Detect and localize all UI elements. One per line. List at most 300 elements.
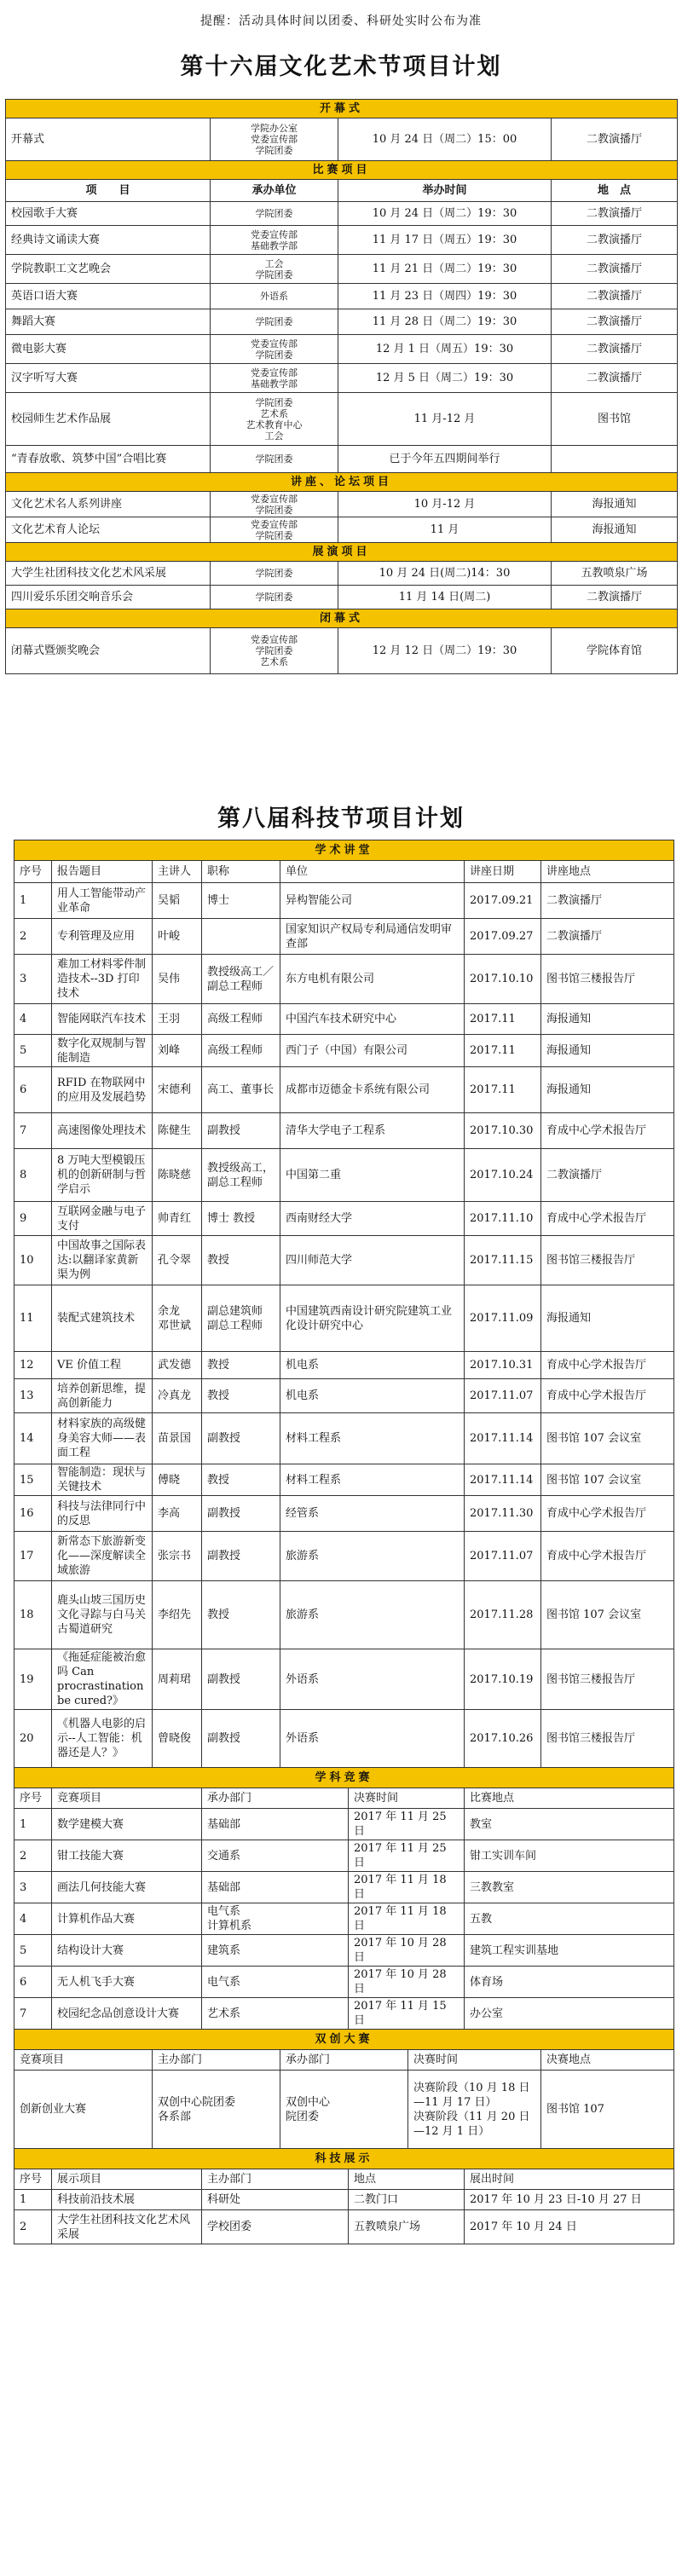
column-header: 地 点 xyxy=(552,180,678,202)
section-band xyxy=(6,609,678,628)
column-header: 展出时间 xyxy=(465,2169,674,2190)
speaker-affiliation: 旅游系 xyxy=(280,1532,465,1581)
contest-name: 创新创业大赛 xyxy=(14,2071,153,2149)
header-row xyxy=(14,2050,674,2071)
speaker: 余龙 邓世斌 xyxy=(153,1285,202,1352)
lecture-topic: 《拖延症能被治愈吗 Can procrastination be cured?》 xyxy=(52,1649,153,1710)
section-heading: 学科竞赛 xyxy=(14,1768,674,1788)
lecture-venue: 育成中心学术报告厅 xyxy=(541,1113,674,1149)
event-time: 12 月 5 日（周二）19：30 xyxy=(338,364,552,393)
lecture-row xyxy=(14,1649,674,1710)
lecture-date: 2017.11.09 xyxy=(465,1285,541,1352)
table-row xyxy=(6,226,678,255)
column-header: 报告题目 xyxy=(52,861,153,883)
speaker-title: 副教授 xyxy=(202,1710,280,1768)
table-row xyxy=(6,309,678,335)
host-dept: 双创中心院团委 各系部 xyxy=(153,2071,280,2149)
lecture-topic: 中国故事之国际表达:以翻译家黄新渠为例 xyxy=(52,1236,153,1285)
lecture-venue: 海报通知 xyxy=(541,1035,674,1067)
lecture-date: 2017.10.26 xyxy=(465,1710,541,1768)
final-date: 2017 年 11 月 25 日 xyxy=(349,1840,465,1872)
row-number: 16 xyxy=(14,1496,52,1532)
speaker-title: 副教授 xyxy=(202,1113,280,1149)
section-band xyxy=(6,161,678,180)
lecture-topic: 智能制造：现状与关键技术 xyxy=(52,1464,153,1496)
table-row xyxy=(6,628,678,674)
speaker: 宋德利 xyxy=(153,1067,202,1113)
venue: 五教喷泉广场 xyxy=(552,562,678,586)
exhibit-period: 2017 年 10 月 24 日 xyxy=(465,2210,674,2244)
table-row xyxy=(6,335,678,364)
speaker-title: 博士 教授 xyxy=(202,1202,280,1236)
table-row xyxy=(6,562,678,586)
contest-venue: 建筑工程实训基地 xyxy=(465,1935,674,1967)
tech-festival-title: 第八届科技节项目计划 xyxy=(217,806,465,832)
speaker: 武发德 xyxy=(153,1352,202,1379)
contest-venue: 三教教室 xyxy=(465,1872,674,1903)
exhibit-location: 二教门口 xyxy=(349,2190,465,2210)
lecture-venue: 育成中心学术报告厅 xyxy=(541,1379,674,1413)
event-time: 11 月 21 日（周二）19：30 xyxy=(338,255,552,284)
organizer: 党委宣传部 基础教学部 xyxy=(211,364,338,393)
lecture-row xyxy=(14,1285,674,1352)
table-row xyxy=(6,255,678,284)
table-row xyxy=(6,364,678,393)
lecture-topic: 高速图像处理技术 xyxy=(52,1113,153,1149)
contest-venue: 体育场 xyxy=(465,1967,674,1998)
row-number: 2 xyxy=(14,1840,52,1872)
speaker: 张宗书 xyxy=(153,1532,202,1581)
column-header: 讲座地点 xyxy=(541,861,674,883)
lecture-venue: 图书馆 107 会议室 xyxy=(541,1464,674,1496)
speaker: 吴伟 xyxy=(153,955,202,1004)
speaker: 曾晓俊 xyxy=(153,1710,202,1768)
lecture-date: 2017.11.30 xyxy=(465,1496,541,1532)
row-number: 1 xyxy=(14,1809,52,1840)
contest-name: 校园纪念品创意设计大赛 xyxy=(52,1998,202,2030)
event-time: 10 月-12 月 xyxy=(338,492,552,517)
column-header: 决赛时间 xyxy=(408,2050,541,2071)
lecture-topic: 新常态下旅游新变化——深度解读全域旅游 xyxy=(52,1532,153,1581)
project-name: 文化艺术名人系列讲座 xyxy=(6,492,211,517)
lecture-date: 2017.11.07 xyxy=(465,1379,541,1413)
organizer: 党委宣传部 学院团委 xyxy=(211,492,338,517)
lecture-venue: 图书馆 107 会议室 xyxy=(541,1581,674,1649)
speaker-affiliation: 机电系 xyxy=(280,1379,465,1413)
contest-host: 电气系 计算机系 xyxy=(202,1903,349,1935)
lecture-row xyxy=(14,1202,674,1236)
contest-host: 建筑系 xyxy=(202,1935,349,1967)
contest-venue: 办公室 xyxy=(465,1998,674,2030)
venue: 二教演播厅 xyxy=(552,335,678,364)
lecture-topic: VE 价值工程 xyxy=(52,1352,153,1379)
contest-host: 交通系 xyxy=(202,1840,349,1872)
speaker-title: 教授 xyxy=(202,1352,280,1379)
speaker-affiliation: 经管系 xyxy=(280,1496,465,1532)
speaker-title: 教授 xyxy=(202,1464,280,1496)
venue: 二教演播厅 xyxy=(552,226,678,255)
exhibit-name: 大学生社团科技文化艺术风采展 xyxy=(52,2210,202,2244)
venue: 二教演播厅 xyxy=(552,586,678,609)
lecture-venue: 图书馆三楼报告厅 xyxy=(541,1710,674,1768)
organizer: 学院团委 xyxy=(211,202,338,226)
venue: 二教演播厅 xyxy=(552,364,678,393)
speaker: 李高 xyxy=(153,1496,202,1532)
speaker-affiliation: 旅游系 xyxy=(280,1581,465,1649)
speaker: 陈晓慈 xyxy=(153,1149,202,1202)
organizer: 党委宣传部 基础教学部 xyxy=(211,226,338,255)
lecture-venue: 二教演播厅 xyxy=(541,883,674,919)
project-name: “青春放歌、筑梦中国”合唱比赛 xyxy=(6,446,211,473)
event-time: 10 月 24 日(周二)14：30 xyxy=(338,562,552,586)
lecture-row xyxy=(14,1149,674,1202)
notice-text: 提醒：活动具体时间以团委、科研处实时公布为准 xyxy=(200,14,482,28)
event-time: 11 月 17 日（周五）19：30 xyxy=(338,226,552,255)
lecture-date: 2017.11 xyxy=(465,1004,541,1035)
speaker-title xyxy=(202,919,280,955)
event-time: 11 月 23 日（周四）19：30 xyxy=(338,284,552,309)
lecture-row xyxy=(14,1464,674,1496)
final-date: 2017 年 10 月 28 日 xyxy=(349,1935,465,1967)
exhibit-period: 2017 年 10 月 23 日-10 月 27 日 xyxy=(465,2190,674,2210)
row-number: 6 xyxy=(14,1967,52,1998)
row-number: 17 xyxy=(14,1532,52,1581)
column-header: 单位 xyxy=(280,861,465,883)
venue: 二教演播厅 xyxy=(552,118,678,161)
showcase-row xyxy=(14,2210,674,2244)
project-name: 四川爱乐乐团交响音乐会 xyxy=(6,586,211,609)
lecture-venue: 海报通知 xyxy=(541,1067,674,1113)
speaker-affiliation: 材料工程系 xyxy=(280,1464,465,1496)
row-number: 4 xyxy=(14,1004,52,1035)
speaker-title: 副教授 xyxy=(202,1496,280,1532)
contest-host: 电气系 xyxy=(202,1967,349,1998)
organizer: 党委宣传部 学院团委 xyxy=(211,335,338,364)
organizer: 工会 学院团委 xyxy=(211,255,338,284)
header-row xyxy=(14,861,674,883)
row-number: 3 xyxy=(14,955,52,1004)
row-number: 2 xyxy=(14,2210,52,2244)
event-time: 12 月 12 日（周二）19：30 xyxy=(338,628,552,674)
project-name: 校园师生艺术作品展 xyxy=(6,393,211,446)
project-name: 文化艺术育人论坛 xyxy=(6,517,211,543)
lecture-row xyxy=(14,1067,674,1113)
lecture-venue: 图书馆三楼报告厅 xyxy=(541,1236,674,1285)
lecture-topic: 鹿头山坡三国历史文化寻踪与白马关古蜀道研究 xyxy=(52,1581,153,1649)
section-band xyxy=(14,840,674,861)
column-header: 承办部门 xyxy=(280,2050,408,2071)
speaker: 叶峻 xyxy=(153,919,202,955)
speaker-affiliation: 中国第二重 xyxy=(280,1149,465,1202)
column-header: 序号 xyxy=(14,2169,52,2190)
lecture-row xyxy=(14,1004,674,1035)
speaker-affiliation: 国家知识产权局专利局通信发明审查部 xyxy=(280,919,465,955)
lecture-date: 2017.11.14 xyxy=(465,1413,541,1464)
speaker-affiliation: 清华大学电子工程系 xyxy=(280,1113,465,1149)
lecture-row xyxy=(14,1496,674,1532)
row-number: 18 xyxy=(14,1581,52,1649)
table-row xyxy=(6,118,678,161)
row-number: 19 xyxy=(14,1649,52,1710)
organizer: 学院团委 xyxy=(211,309,338,335)
lecture-row xyxy=(14,919,674,955)
lecture-row xyxy=(14,955,674,1004)
project-name: 校园歌手大赛 xyxy=(6,202,211,226)
lecture-date: 2017.11.10 xyxy=(465,1202,541,1236)
lecture-row xyxy=(14,1413,674,1464)
lecture-row xyxy=(14,1379,674,1413)
lecture-venue: 海报通知 xyxy=(541,1285,674,1352)
row-number: 2 xyxy=(14,919,52,955)
lecture-row xyxy=(14,1532,674,1581)
speaker-title: 高工、董事长 xyxy=(202,1067,280,1113)
project-name: 经典诗文诵读大赛 xyxy=(6,226,211,255)
lecture-row xyxy=(14,1581,674,1649)
art-festival-table xyxy=(5,99,678,674)
lecture-venue: 图书馆 107 会议室 xyxy=(541,1413,674,1464)
speaker-affiliation: 成都市迈德金卡系统有限公司 xyxy=(280,1067,465,1113)
column-header: 讲座日期 xyxy=(465,861,541,883)
speaker-title: 副教授 xyxy=(202,1413,280,1464)
speaker-title: 教授级高工，副总工程师 xyxy=(202,1149,280,1202)
contest-name: 钳工技能大赛 xyxy=(52,1840,202,1872)
contest-name: 数学建模大赛 xyxy=(52,1809,202,1840)
row-number: 9 xyxy=(14,1202,52,1236)
contest-venue: 钳工实训车间 xyxy=(465,1840,674,1872)
speaker: 陈健生 xyxy=(153,1113,202,1149)
final-date: 2017 年 11 月 18 日 xyxy=(349,1872,465,1903)
speaker-affiliation: 西门子（中国）有限公司 xyxy=(280,1035,465,1067)
section-heading: 展演项目 xyxy=(6,543,678,562)
contest-venue: 五教 xyxy=(465,1903,674,1935)
final-date: 2017 年 11 月 15 日 xyxy=(349,1998,465,2030)
lecture-topic: 装配式建筑技术 xyxy=(52,1285,153,1352)
lecture-date: 2017.09.27 xyxy=(465,919,541,955)
speaker-title: 教授 xyxy=(202,1236,280,1285)
lecture-row xyxy=(14,1035,674,1067)
event-time: 11 月-12 月 xyxy=(338,393,552,446)
lecture-date: 2017.10.19 xyxy=(465,1649,541,1710)
lecture-row xyxy=(14,1236,674,1285)
lecture-topic: 专利管理及应用 xyxy=(52,919,153,955)
column-header: 竞赛项目 xyxy=(52,1788,202,1809)
speaker: 李绍先 xyxy=(153,1581,202,1649)
speaker-affiliation: 异构智能公司 xyxy=(280,883,465,919)
event-time: 10 月 24 日（周二）19：30 xyxy=(338,202,552,226)
speaker-title: 副教授 xyxy=(202,1649,280,1710)
row-number: 1 xyxy=(14,883,52,919)
lecture-topic: 用人工智能带动产业革命 xyxy=(52,883,153,919)
project-name: 学院教职工文艺晚会 xyxy=(6,255,211,284)
speaker-affiliation: 材料工程系 xyxy=(280,1413,465,1464)
lecture-date: 2017.10.24 xyxy=(465,1149,541,1202)
speaker: 周莉珺 xyxy=(153,1649,202,1710)
contest-row xyxy=(14,1809,674,1840)
row-number: 4 xyxy=(14,1903,52,1935)
speaker: 冷真龙 xyxy=(153,1379,202,1413)
venue: 海报通知 xyxy=(552,492,678,517)
row-number: 5 xyxy=(14,1035,52,1067)
lecture-venue: 育成中心学术报告厅 xyxy=(541,1496,674,1532)
column-header: 序号 xyxy=(14,861,52,883)
venue: 二教演播厅 xyxy=(552,309,678,335)
final-date: 2017 年 10 月 28 日 xyxy=(349,1967,465,1998)
speaker-title: 高级工程师 xyxy=(202,1035,280,1067)
header-row xyxy=(14,2169,674,2190)
contest-name: 计算机作品大赛 xyxy=(52,1903,202,1935)
lecture-topic: 智能网联汽车技术 xyxy=(52,1004,153,1035)
contest-row xyxy=(14,1903,674,1935)
final-venue: 图书馆 107 xyxy=(541,2071,674,2149)
lecture-topic: 《机器人电影的启示--人工智能：机器还是人？》 xyxy=(52,1710,153,1768)
section-band xyxy=(6,100,678,118)
host-dept: 科研处 xyxy=(202,2190,349,2210)
column-header: 主办部门 xyxy=(202,2169,349,2190)
organizer: 学院团委 xyxy=(211,586,338,609)
contest-venue: 教室 xyxy=(465,1809,674,1840)
event-time: 12 月 1 日（周五）19：30 xyxy=(338,335,552,364)
table-row xyxy=(6,586,678,609)
contest-row xyxy=(14,1967,674,1998)
section-heading: 科技展示 xyxy=(14,2149,674,2169)
lecture-venue: 育成中心学术报告厅 xyxy=(541,1202,674,1236)
organizer-dept: 双创中心 院团委 xyxy=(280,2071,408,2149)
venue: 图书馆 xyxy=(552,393,678,446)
organizer: 外语系 xyxy=(211,284,338,309)
lecture-date: 2017.10.10 xyxy=(465,955,541,1004)
lecture-topic: 材料家族的高级健身美容大师——表面工程 xyxy=(52,1413,153,1464)
lecture-date: 2017.09.21 xyxy=(465,883,541,919)
speaker-title: 教授级高工／副总工程师 xyxy=(202,955,280,1004)
column-header: 展示项目 xyxy=(52,2169,202,2190)
row-number: 7 xyxy=(14,1998,52,2030)
venue: 学院体育馆 xyxy=(552,628,678,674)
column-header: 序号 xyxy=(14,1788,52,1809)
speaker: 刘峰 xyxy=(153,1035,202,1067)
section-heading: 双创大赛 xyxy=(14,2030,674,2050)
tech-festival-table xyxy=(14,840,674,2244)
column-header: 项 目 xyxy=(6,180,211,202)
row-number: 14 xyxy=(14,1413,52,1464)
section-heading: 闭幕式 xyxy=(6,609,678,628)
lecture-topic: 难加工材料零件制造技术--3D 打印技术 xyxy=(52,955,153,1004)
lecture-venue: 图书馆三楼报告厅 xyxy=(541,955,674,1004)
organizer: 党委宣传部 学院团委 艺术系 xyxy=(211,628,338,674)
section-band xyxy=(14,2030,674,2050)
organizer: 学院团委 xyxy=(211,446,338,473)
lecture-topic: RFID 在物联网中的应用及发展趋势 xyxy=(52,1067,153,1113)
lecture-date: 2017.10.30 xyxy=(465,1113,541,1149)
row-number: 10 xyxy=(14,1236,52,1285)
table-row xyxy=(6,202,678,226)
speaker-title: 高级工程师 xyxy=(202,1004,280,1035)
row-number: 12 xyxy=(14,1352,52,1379)
section-band xyxy=(14,1768,674,1788)
speaker-affiliation: 东方电机有限公司 xyxy=(280,955,465,1004)
venue: 二教演播厅 xyxy=(552,284,678,309)
section-heading: 讲座、论坛项目 xyxy=(6,473,678,492)
lecture-date: 2017.11.15 xyxy=(465,1236,541,1285)
speaker: 傅晓 xyxy=(153,1464,202,1496)
lecture-venue: 图书馆三楼报告厅 xyxy=(541,1649,674,1710)
lecture-topic: 数字化双规制与智能制造 xyxy=(52,1035,153,1067)
lecture-topic: 培养创新思维，提高创新能力 xyxy=(52,1379,153,1413)
lecture-date: 2017.11.28 xyxy=(465,1581,541,1649)
project-name: 开幕式 xyxy=(6,118,211,161)
contest-host: 基础部 xyxy=(202,1809,349,1840)
lecture-venue: 育成中心学术报告厅 xyxy=(541,1352,674,1379)
contest-name: 画法几何技能大赛 xyxy=(52,1872,202,1903)
project-name: 汉字听写大赛 xyxy=(6,364,211,393)
speaker-title: 教授 xyxy=(202,1379,280,1413)
row-number: 1 xyxy=(14,2190,52,2210)
speaker-affiliation: 四川师范大学 xyxy=(280,1236,465,1285)
lecture-venue: 二教演播厅 xyxy=(541,1149,674,1202)
speaker-title: 教授 xyxy=(202,1581,280,1649)
column-header: 决赛地点 xyxy=(541,2050,674,2071)
showcase-row xyxy=(14,2190,674,2210)
art-festival-title: 第十六届文化艺术节项目计划 xyxy=(180,54,502,80)
lecture-date: 2017.11.14 xyxy=(465,1464,541,1496)
row-number: 3 xyxy=(14,1872,52,1903)
table-row xyxy=(6,446,678,473)
speaker: 王羽 xyxy=(153,1004,202,1035)
row-number: 11 xyxy=(14,1285,52,1352)
final-date: 2017 年 11 月 18 日 xyxy=(349,1903,465,1935)
lecture-row xyxy=(14,1710,674,1768)
column-header: 竞赛项目 xyxy=(14,2050,153,2071)
speaker-affiliation: 西南财经大学 xyxy=(280,1202,465,1236)
column-header: 地点 xyxy=(349,2169,465,2190)
table-row xyxy=(6,492,678,517)
lecture-venue: 二教演播厅 xyxy=(541,919,674,955)
project-name: 大学生社团科技文化艺术风采展 xyxy=(6,562,211,586)
final-date: 2017 年 11 月 25 日 xyxy=(349,1809,465,1840)
contest-host: 基础部 xyxy=(202,1872,349,1903)
row-number: 13 xyxy=(14,1379,52,1413)
lecture-venue: 海报通知 xyxy=(541,1004,674,1035)
section-heading: 比赛项目 xyxy=(6,161,678,180)
event-time: 11 月 28 日（周二）19：30 xyxy=(338,309,552,335)
event-time: 11 月 14 日(周二) xyxy=(338,586,552,609)
contest-host: 艺术系 xyxy=(202,1998,349,2030)
lecture-row xyxy=(14,1352,674,1379)
venue: 二教演播厅 xyxy=(552,202,678,226)
contest-row xyxy=(14,1998,674,2030)
speaker-affiliation: 外语系 xyxy=(280,1649,465,1710)
column-header: 比赛地点 xyxy=(465,1788,674,1809)
speaker-affiliation: 中国建筑西南设计研究院建筑工业化设计研究中心 xyxy=(280,1285,465,1352)
event-time: 已于今年五四期间举行 xyxy=(338,446,552,473)
venue: 二教演播厅 xyxy=(552,255,678,284)
table-row xyxy=(6,517,678,543)
speaker-affiliation: 中国汽车技术研究中心 xyxy=(280,1004,465,1035)
lecture-row xyxy=(14,883,674,919)
column-header: 承办部门 xyxy=(202,1788,349,1809)
row-number: 7 xyxy=(14,1113,52,1149)
innovation-row xyxy=(14,2071,674,2149)
event-time: 11 月 xyxy=(338,517,552,543)
column-header: 主办部门 xyxy=(153,2050,280,2071)
contest-row xyxy=(14,1872,674,1903)
lecture-topic: 科技与法律同行中的反思 xyxy=(52,1496,153,1532)
project-name: 闭幕式暨颁奖晚会 xyxy=(6,628,211,674)
exhibit-name: 科技前沿技术展 xyxy=(52,2190,202,2210)
lecture-date: 2017.11 xyxy=(465,1035,541,1067)
lecture-date: 2017.11 xyxy=(465,1067,541,1113)
contest-row xyxy=(14,1935,674,1967)
column-header: 决赛时间 xyxy=(349,1788,465,1809)
